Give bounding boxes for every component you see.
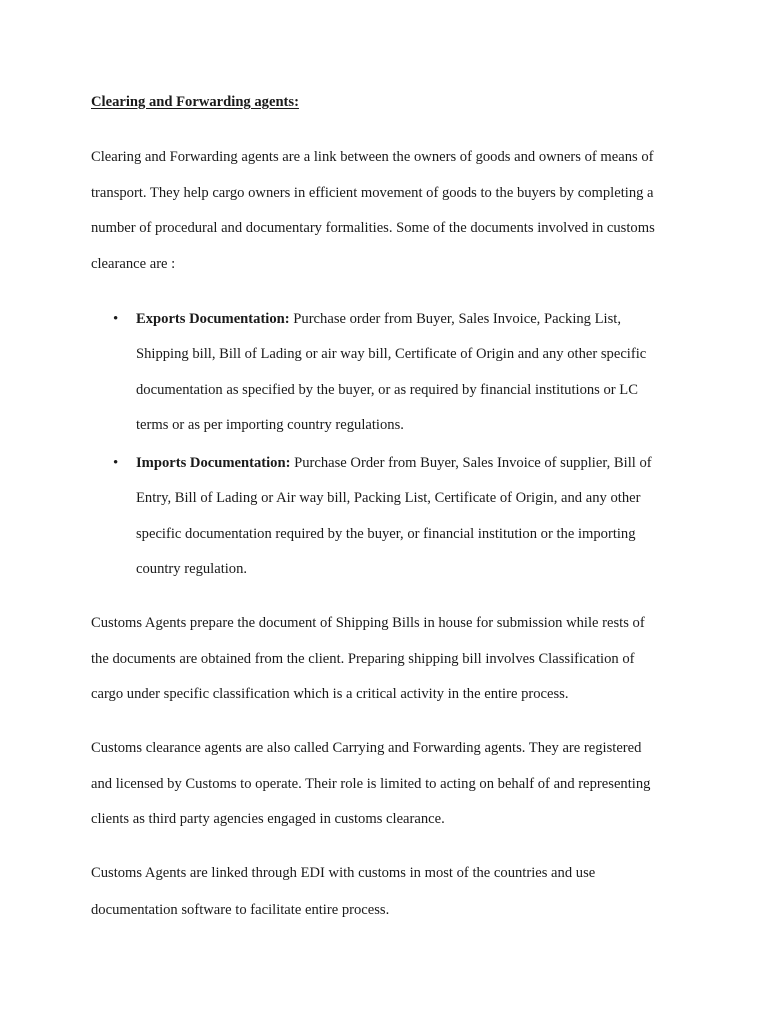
list-item-label: Imports Documentation: (136, 455, 291, 471)
list-item-line: Shipping bill, Bill of Lading or air way bill, Certificate of Origin and any other specific (136, 346, 647, 362)
list-item-first-line (136, 454, 652, 472)
bullet-icon: • (113, 455, 119, 471)
list-item-line: terms or as per importing country regulations. (136, 417, 404, 433)
paragraph-4-line: Customs Agents are linked through EDI with customs in most of the countries and use (91, 865, 596, 881)
paragraph-3-line: and licensed by Customs to operate. Their role is limited to acting on behalf of and representing (91, 776, 651, 792)
paragraph-1-line: number of procedural and documentary formalities. Some of the documents involved in customs (91, 220, 655, 236)
paragraph-3-line: clients as third party agencies engaged in customs clearance. (91, 811, 445, 827)
list-item-text: Purchase Order from Buyer, Sales Invoice of supplier, Bill of (290, 455, 652, 471)
list-item-line: country regulation. (136, 561, 248, 577)
list-item-line: Entry, Bill of Lading or Air way bill, Packing List, Certificate of Origin, and any other (136, 490, 641, 506)
paragraph-1-line: transport. They help cargo owners in efficient movement of goods to the buyers by completing a (91, 185, 654, 201)
paragraph-2-line: Customs Agents prepare the document of Shipping Bills in house for submission while rests of (91, 615, 645, 631)
document-heading: Clearing and Forwarding agents: (91, 94, 299, 110)
list-item-line: documentation as specified by the buyer, or as required by financial institutions or LC (136, 382, 638, 398)
paragraph-2-line: the documents are obtained from the client. Preparing shipping bill involves Classification of (91, 651, 635, 667)
bullet-icon: • (113, 311, 119, 327)
list-item-label: Exports Documentation: (136, 311, 290, 327)
paragraph-2-line: cargo under specific classification which is a critical activity in the entire process. (91, 686, 569, 702)
paragraph-1-line: Clearing and Forwarding agents are a link between the owners of goods and owners of means of (91, 149, 654, 165)
list-item-text: Purchase order from Buyer, Sales Invoice, Packing List, (289, 311, 621, 327)
list-item-first-line (136, 310, 621, 328)
list-item-line: specific documentation required by the buyer, or financial institution or the importing (136, 526, 636, 542)
paragraph-4-line: documentation software to facilitate entire process. (91, 902, 390, 918)
paragraph-3-line: Customs clearance agents are also called Carrying and Forwarding agents. They are registered (91, 740, 642, 756)
paragraph-1-line: clearance are : (91, 256, 176, 272)
